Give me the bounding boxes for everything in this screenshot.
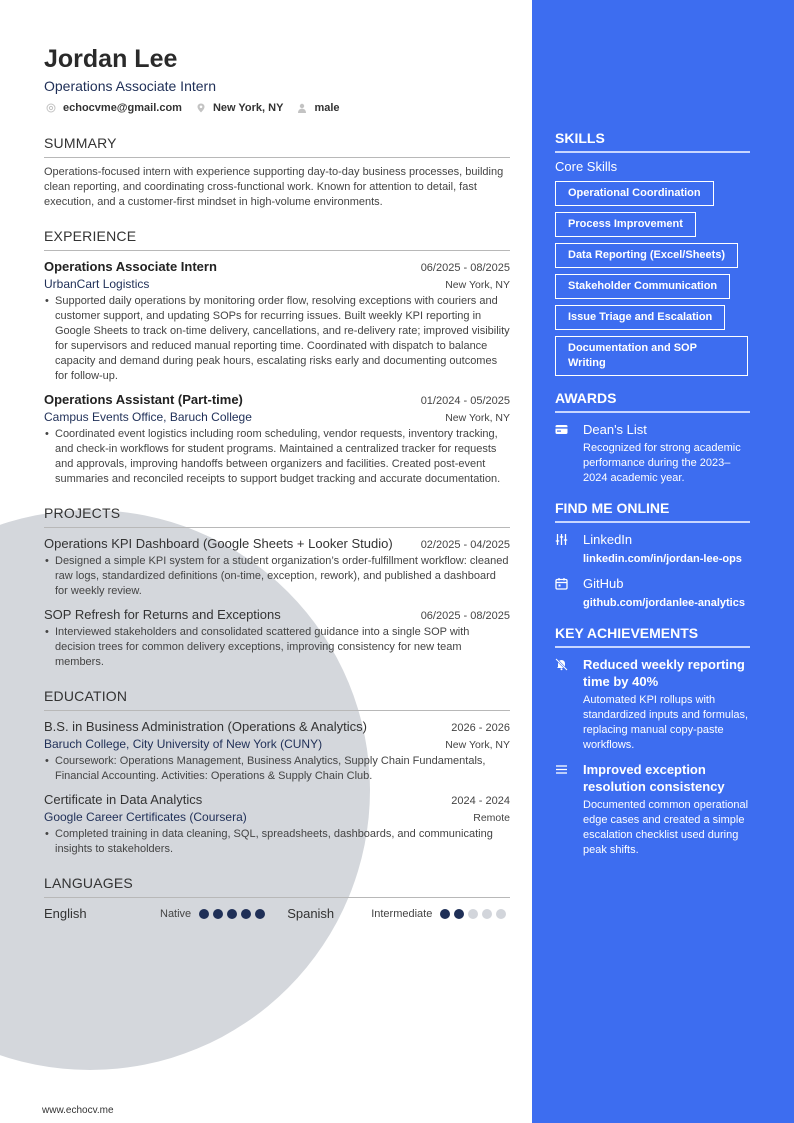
bell-off-icon (555, 658, 568, 671)
summary-text: Operations-focused intern with experience supporting day-to-day business processes, building clean reporting, and coordinating cross-functional work. Known for attention to detail, fast execution, and a customer-first mindset in high-volume environments. (44, 166, 504, 208)
achievements-title: KEY ACHIEVEMENTS (555, 625, 750, 648)
project-bullet: • Interviewed stakeholders and consolidated scattered guidance into a single SOP with decision trees for common delivery exceptions, improving consistency for new team members. (44, 625, 510, 670)
degree-title: Certificate in Data Analytics (44, 792, 203, 807)
experience-entry (44, 391, 510, 487)
language-level: Intermediate (371, 907, 433, 920)
at-icon (46, 103, 56, 113)
awards-section (555, 390, 750, 486)
email-text: echocvme@gmail.com (63, 102, 182, 114)
skill-tag: Documentation and SOP Writing (555, 336, 748, 376)
sidebar-column (555, 130, 750, 872)
online-platform: GitHub (583, 576, 624, 591)
rating-dot (227, 909, 237, 919)
languages-title: LANGUAGES (44, 875, 510, 898)
online-platform: LinkedIn (583, 532, 633, 547)
language-name: English (44, 906, 87, 921)
rating-dot (199, 909, 209, 919)
contact-gender (295, 102, 339, 114)
achievement-text: Documented common operational edge cases and created a simple escalation checklist used during peak shifts. (583, 799, 749, 856)
degree-dates: 2024 - 2024 (451, 795, 510, 807)
language-name: Spanish (287, 906, 335, 921)
skills-title: SKILLS (555, 130, 750, 153)
rating-dot (454, 909, 464, 919)
summary-section (44, 135, 510, 210)
projects-section (44, 505, 510, 670)
achievement-title: Reduced weekly reporting time by 40% (583, 657, 745, 689)
calendar-icon (555, 577, 568, 590)
achievement-item (555, 656, 750, 753)
skills-subtitle: Core Skills (555, 159, 618, 174)
skill-tag: Data Reporting (Excel/Sheets) (555, 243, 738, 268)
project-title: Operations KPI Dashboard (Google Sheets + Looker Studio) (44, 536, 393, 551)
skill-tag: Operational Coordination (555, 181, 714, 206)
rating-dot (213, 909, 223, 919)
education-bullet: • Completed training in data cleaning, SQL, spreadsheets, dashboards, and communicating insights to stakeholders. (44, 827, 510, 857)
person-icon (297, 103, 307, 113)
education-entry (44, 791, 510, 857)
skill-tag: Stakeholder Communication (555, 274, 730, 299)
main-column (44, 44, 510, 921)
summary-title: SUMMARY (44, 135, 510, 158)
school-location: Remote (473, 812, 510, 824)
education-bullet: • Coursework: Operations Management, Business Analytics, Supply Chain Fundamentals, Financial Accounting. Activities: Operations & Supply Chain Club. (44, 754, 510, 784)
project-entry (44, 606, 510, 670)
sliders-icon (555, 533, 568, 546)
school-name: Google Career Certificates (Coursera) (44, 810, 247, 824)
linkedin-link[interactable]: linkedin.com/in/jordan-lee-ops (583, 553, 742, 565)
achievement-title: Improved exception resolution consistency (583, 762, 725, 794)
github-link[interactable]: github.com/jordanlee-analytics (583, 597, 745, 609)
languages-section (44, 875, 510, 921)
degree-dates: 2026 - 2026 (451, 722, 510, 734)
skill-tags (555, 175, 750, 376)
language-item (287, 906, 510, 921)
languages-row (44, 906, 510, 921)
skill-tag: Process Improvement (555, 212, 696, 237)
experience-title: EXPERIENCE (44, 228, 510, 251)
online-item (555, 531, 750, 567)
rating-dot (241, 909, 251, 919)
language-level: Native (160, 907, 192, 920)
online-section (555, 500, 750, 611)
project-entry (44, 535, 510, 599)
language-rating (440, 909, 510, 919)
rating-dot (496, 909, 506, 919)
project-dates: 02/2025 - 04/2025 (420, 539, 510, 551)
education-entry (44, 718, 510, 784)
rating-dot (482, 909, 492, 919)
candidate-role: Operations Associate Intern (44, 78, 216, 94)
rating-dot (440, 909, 450, 919)
online-item (555, 575, 750, 611)
achievement-text: Automated KPI rollups with standardized inputs and formulas, replacing manual copy-paste workflows. (583, 694, 749, 751)
job-location: New York, NY (445, 279, 510, 291)
experience-entry (44, 258, 510, 384)
contact-row (44, 101, 510, 115)
education-title: EDUCATION (44, 688, 510, 711)
contact-email[interactable] (44, 102, 182, 114)
education-section (44, 688, 510, 857)
degree-title: B.S. in Business Administration (Operations & Analytics) (44, 719, 367, 734)
job-company: UrbanCart Logistics (44, 277, 150, 291)
school-location: New York, NY (445, 739, 510, 751)
skill-tag: Issue Triage and Escalation (555, 305, 725, 330)
job-company: Campus Events Office, Baruch College (44, 410, 252, 424)
job-dates: 06/2025 - 08/2025 (420, 262, 510, 274)
candidate-name: Jordan Lee (44, 45, 178, 73)
job-dates: 01/2024 - 05/2025 (420, 395, 510, 407)
map-pin-icon (196, 103, 206, 113)
awards-title: AWARDS (555, 390, 750, 413)
gender-text: male (314, 102, 340, 114)
language-item (44, 906, 269, 921)
award-title: Dean's List (583, 422, 647, 437)
skills-section (555, 130, 750, 376)
school-name: Baruch College, City University of New York (CUNY) (44, 737, 323, 751)
award-text: Recognized for strong academic performance during the 2023–2024 academic year. (583, 442, 741, 484)
language-rating (199, 909, 269, 919)
location-text: New York, NY (212, 102, 284, 114)
project-bullet: • Designed a simple KPI system for a student organization’s order-fulfillment workflow: cleaned raw logs, standardized definitions (on-time, exception, rework), and published a dashboard for weekly review. (44, 554, 510, 599)
footer-link[interactable]: www.echocv.me (42, 1105, 114, 1116)
achievements-section (555, 625, 750, 858)
project-title: SOP Refresh for Returns and Exceptions (44, 607, 281, 622)
award-item (555, 421, 750, 486)
online-title: FIND ME ONLINE (555, 500, 750, 523)
contact-location (194, 102, 284, 114)
job-bullet: • Coordinated event logistics including room scheduling, vendor requests, inventory tracking, and check-in workflows for student programs. Maintained a centralized tracker for requests and approvals, improving handoffs between organizers and facilities. Created post-event summaries and reconciled receipts to support budget tracking and accurate documentation. (44, 427, 510, 487)
project-dates: 06/2025 - 08/2025 (420, 610, 510, 622)
experience-section (44, 228, 510, 487)
projects-title: PROJECTS (44, 505, 510, 528)
rating-dot (255, 909, 265, 919)
job-bullet: • Supported daily operations by monitoring order flow, resolving exceptions with couriers and customer support, and updating SOPs for recurring issues. Built weekly KPI reporting in Google Sheets to track on-time delivery, cancellations, and re-delivery rate; improved visibility for supervisors and reduced manual reporting time. Coordinated with dispatch to balance capacity and demand during peak hours, escalating risks early and documenting outcomes for follow-up. (44, 294, 510, 384)
job-location: New York, NY (445, 412, 510, 424)
job-title: Operations Associate Intern (44, 259, 217, 274)
job-title: Operations Assistant (Part-time) (44, 392, 243, 407)
achievement-item (555, 761, 750, 858)
id-card-icon (555, 423, 568, 436)
menu-lines-icon (555, 763, 568, 776)
rating-dot (468, 909, 478, 919)
